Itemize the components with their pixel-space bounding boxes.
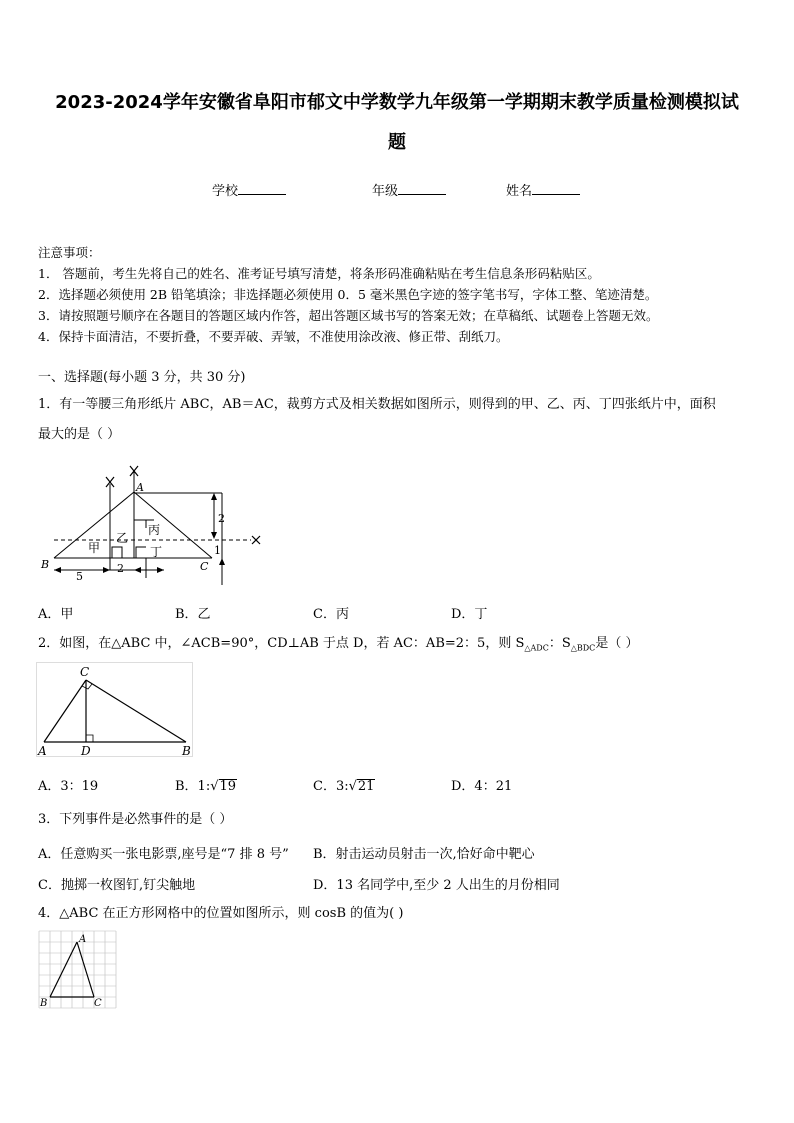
page-title: 2023-2024学年安徽省阜阳市郁文中学数学九年级第一学期期末教学质量检测模拟试	[55, 92, 739, 113]
q2-option-d[interactable]: D．4：21	[451, 779, 513, 794]
q1-num-2-vertical: 2	[218, 512, 225, 525]
q2-option-c[interactable]: C．3:√21	[313, 779, 375, 794]
q3-stem: 3．下列事件是必然事件的是（ ）	[38, 812, 233, 827]
q1-num-1: 1	[214, 544, 221, 557]
q4-label-C: C	[94, 998, 102, 1009]
q1-option-c[interactable]: C．丙	[313, 607, 349, 622]
q2-stem-pre: 2．如图，在△ABC 中，∠ACB=90°，CD⊥AB 于点 D，若 AC：AB=2：5，则 S	[38, 636, 525, 651]
q4-label-A: A	[79, 934, 87, 945]
q2-option-b[interactable]: B．1:√19	[175, 779, 237, 794]
q1-stem-line1: 1．有一等腰三角形纸片 ABC，AB＝AC，裁剪方式及相关数据如图所示，则得到的甲、乙、丙、丁四张纸片中，面积	[38, 397, 716, 412]
q2-option-c-radicand: 21	[357, 779, 375, 794]
q2-label-D: D	[81, 744, 91, 758]
q4-label-B: B	[40, 998, 48, 1009]
q2-stem-post: 是（ ）	[595, 636, 639, 651]
q4-stem: 4．△ABC 在正方形网格中的位置如图所示，则 cosB 的值为( )	[38, 906, 404, 921]
q1-label-ding: 丁	[150, 545, 163, 559]
q2-sub-adc: △ADC	[524, 643, 549, 653]
grade-label: 年级	[372, 184, 399, 199]
q3-option-b[interactable]: B．射击运动员射击一次,恰好命中靶心	[313, 847, 535, 862]
q2-option-c-text: C．3:	[313, 779, 349, 794]
q3-option-a[interactable]: A．任意购买一张电影票,座号是“7 排 8 号”	[38, 847, 289, 862]
school-label: 学校	[212, 184, 239, 199]
notice-item-2: 2．选择题必须使用 2B 铅笔填涂；非选择题必须使用 0．5 毫米黑色字迹的签字笔书写，字体工整、笔迹清楚。	[38, 287, 658, 302]
q1-label-jia: 甲	[88, 541, 101, 555]
notice-item-3: 3．请按照题号顺序在各题目的答题区域内作答，超出答题区域书写的答案无效；在草稿纸、试题卷上答题无效。	[38, 308, 659, 323]
name-field[interactable]	[506, 180, 580, 199]
grade-field[interactable]	[372, 180, 446, 199]
q1-label-bing: 丙	[148, 523, 161, 537]
q1-num-2-bottom: 2	[117, 562, 124, 575]
q1-option-d[interactable]: D．丁	[451, 607, 488, 622]
q2-stem	[38, 635, 638, 658]
q1-option-b[interactable]: B．乙	[175, 607, 211, 622]
q2-triangle-figure	[36, 662, 194, 758]
q2-sub-bdc: △BDC	[570, 643, 596, 653]
q1-label-A: A	[136, 481, 144, 494]
section-heading: 一、选择题(每小题 3 分，共 30 分)	[38, 370, 246, 385]
q2-option-b-radicand: 19	[219, 779, 237, 794]
name-label: 姓名	[506, 184, 533, 199]
q1-label-yi: 乙	[116, 531, 129, 545]
q1-label-B: B	[41, 558, 50, 571]
q1-triangle-figure	[36, 460, 276, 585]
q1-label-C: C	[200, 560, 209, 573]
q3-option-d[interactable]: D．13 名同学中,至少 2 人出生的月份相同	[313, 878, 560, 893]
notice-heading: 注意事项：	[38, 245, 101, 260]
school-field[interactable]	[212, 180, 286, 199]
q2-label-A: A	[38, 744, 47, 758]
q1-num-5: 5	[76, 570, 83, 583]
q1-option-a[interactable]: A．甲	[38, 607, 74, 622]
q2-option-b-text: B．1:	[175, 779, 211, 794]
q3-option-c[interactable]: C．抛掷一枚图钉,钉尖触地	[38, 878, 196, 893]
q2-stem-mid: ：S	[548, 636, 571, 651]
notice-item-4: 4．保持卡面清洁，不要折叠，不要弄破、弄皱，不准使用涂改液、修正带、刮纸刀。	[38, 329, 509, 344]
q2-label-C: C	[80, 665, 90, 679]
q2-label-B: B	[182, 744, 191, 758]
notice-item-1: 1． 答题前，考生先将自己的姓名、准考证号填写清楚，将条形码准确粘贴在考生信息条形码粘贴区。	[38, 266, 600, 281]
q1-stem-line2: 最大的是（ ）	[38, 427, 121, 442]
student-info-fields	[0, 180, 794, 200]
q4-grid-figure	[38, 930, 118, 1010]
page-title-continued: 题	[388, 132, 406, 153]
q2-option-a[interactable]: A．3：19	[38, 779, 99, 794]
